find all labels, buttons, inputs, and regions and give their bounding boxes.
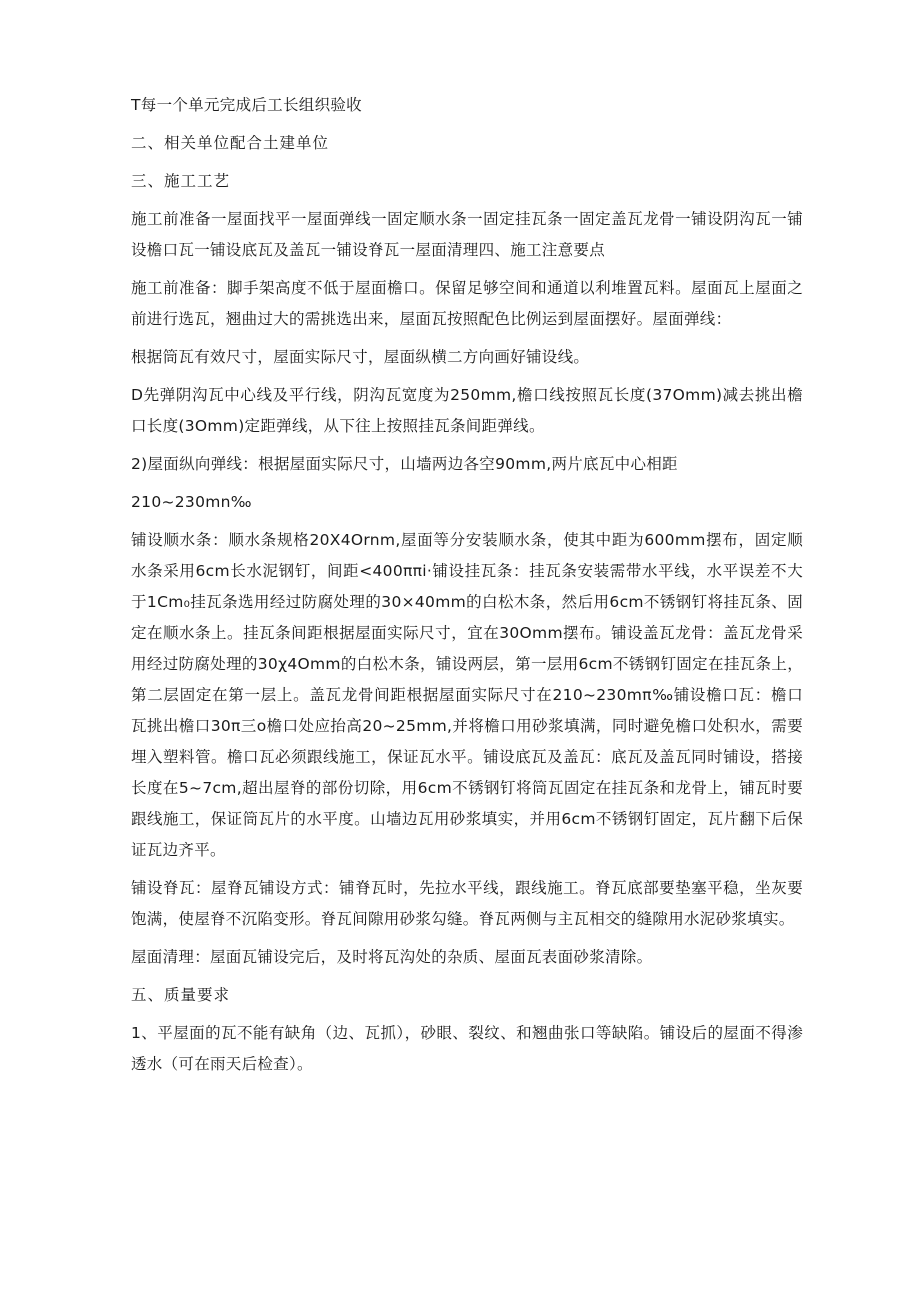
heading-quality-requirements: 五、质量要求 xyxy=(131,986,231,1004)
paragraph-battens-tiles: 铺设顺水条：顺水条规格20X4Ornm,屋面等分安装顺水条，使其中距为600mm摆布，固定顺水条采用6cm长水泥钢钉，间距<400ππi·铺设挂瓦条：挂瓦条安装需带水平线，水平误差不大于1Cm₀挂瓦条选用经过防腐处理的30×40mm的白松木条，然后用6cm不锈钢钉将挂瓦条、固定在顺水条上。挂瓦条间距根据屋面实际尺寸，宜在30Omm摆布。铺设盖瓦龙骨：盖瓦龙骨采用经过防腐处理的30χ4Omm的白松木条，铺设两层，第一层用6cm不锈钢钉固定在挂瓦条上，第二层固定在第一层上。盖瓦龙骨间距根据屋面实际尺寸在210~230mπ‰铺设檐口瓦：檐口瓦挑出檐口30π三o檐口处应抬高20~25mm,并将檐口用砂浆填满，同时避免檐口处积水，需要埋入塑料管。檐口瓦必须跟线施工，保证瓦水平。铺设底瓦及盖瓦：底瓦及盖瓦同时铺设，搭接长度在5~7cm,超出屋脊的部份切除，用6cm不锈钢钉将筒瓦固定在挂瓦条和龙骨上，铺瓦时要跟线施工，保证筒瓦片的水平度。山墙边瓦用砂浆填实，并用6cm不锈钢钉固定，瓦片翻下后保证瓦边齐平。 xyxy=(131,531,803,859)
heading-related-units: 二、相关单位配合土建单位 xyxy=(131,134,330,152)
paragraph-gutter-lines: D先弹阴沟瓦中心线及平行线，阴沟瓦宽度为250mm,檐口线按照瓦长度(37Omm)减去挑出檐口长度(3Omm)定距弹线，从下往上按照挂瓦条间距弹线。 xyxy=(131,386,803,435)
heading-construction-process: 三、施工工艺 xyxy=(131,172,231,190)
paragraph-preparation: 施工前准备：脚手架高度不低于屋面檐口。保留足够空间和通道以利堆置瓦料。屋面瓦上屋面之前进行选瓦，翘曲过大的需挑选出来，屋面瓦按照配色比例运到屋面摆好。屋面弹线： xyxy=(131,279,803,328)
paragraph-quality-item-1: 1、平屋面的瓦不能有缺角（边、瓦抓），砂眼、裂纹、和翘曲张口等缺陷。铺设后的屋面不得渗透水（可在雨天后检查）。 xyxy=(131,1024,803,1073)
paragraph-ridge-tiles: 铺设脊瓦：屋脊瓦铺设方式：铺脊瓦时，先拉水平线，跟线施工。脊瓦底部要垫塞平稳，坐灰要饱满，使屋脊不沉陷变形。脊瓦间隙用砂浆勾缝。脊瓦两侧与主瓦相交的缝隙用水泥砂浆填实。 xyxy=(131,879,803,928)
document-body xyxy=(131,90,803,1087)
paragraph-roof-cleanup: 屋面清理：屋面瓦铺设完后，及时将瓦沟处的杂质、屋面瓦表面砂浆清除。 xyxy=(131,948,653,966)
paragraph-process-steps: 施工前准备一屋面找平一屋面弹线一固定顺水条一固定挂瓦条一固定盖瓦龙骨一铺设阴沟瓦一铺设檐口瓦一铺设底瓦及盖瓦一铺设脊瓦一屋面清理四、施工注意要点 xyxy=(131,210,803,259)
paragraph-vertical-lines: 2)屋面纵向弹线：根据屋面实际尺寸，山墙两边各空90mm,两片底瓦中心相距 xyxy=(131,455,678,473)
paragraph-acceptance: T每一个单元完成后工长组织验收 xyxy=(131,96,362,114)
paragraph-layout-lines: 根据筒瓦有效尺寸，屋面实际尺寸，屋面纵横二方向画好铺设线。 xyxy=(131,348,590,366)
paragraph-spacing-value: 210~230mn‰ xyxy=(131,493,252,511)
